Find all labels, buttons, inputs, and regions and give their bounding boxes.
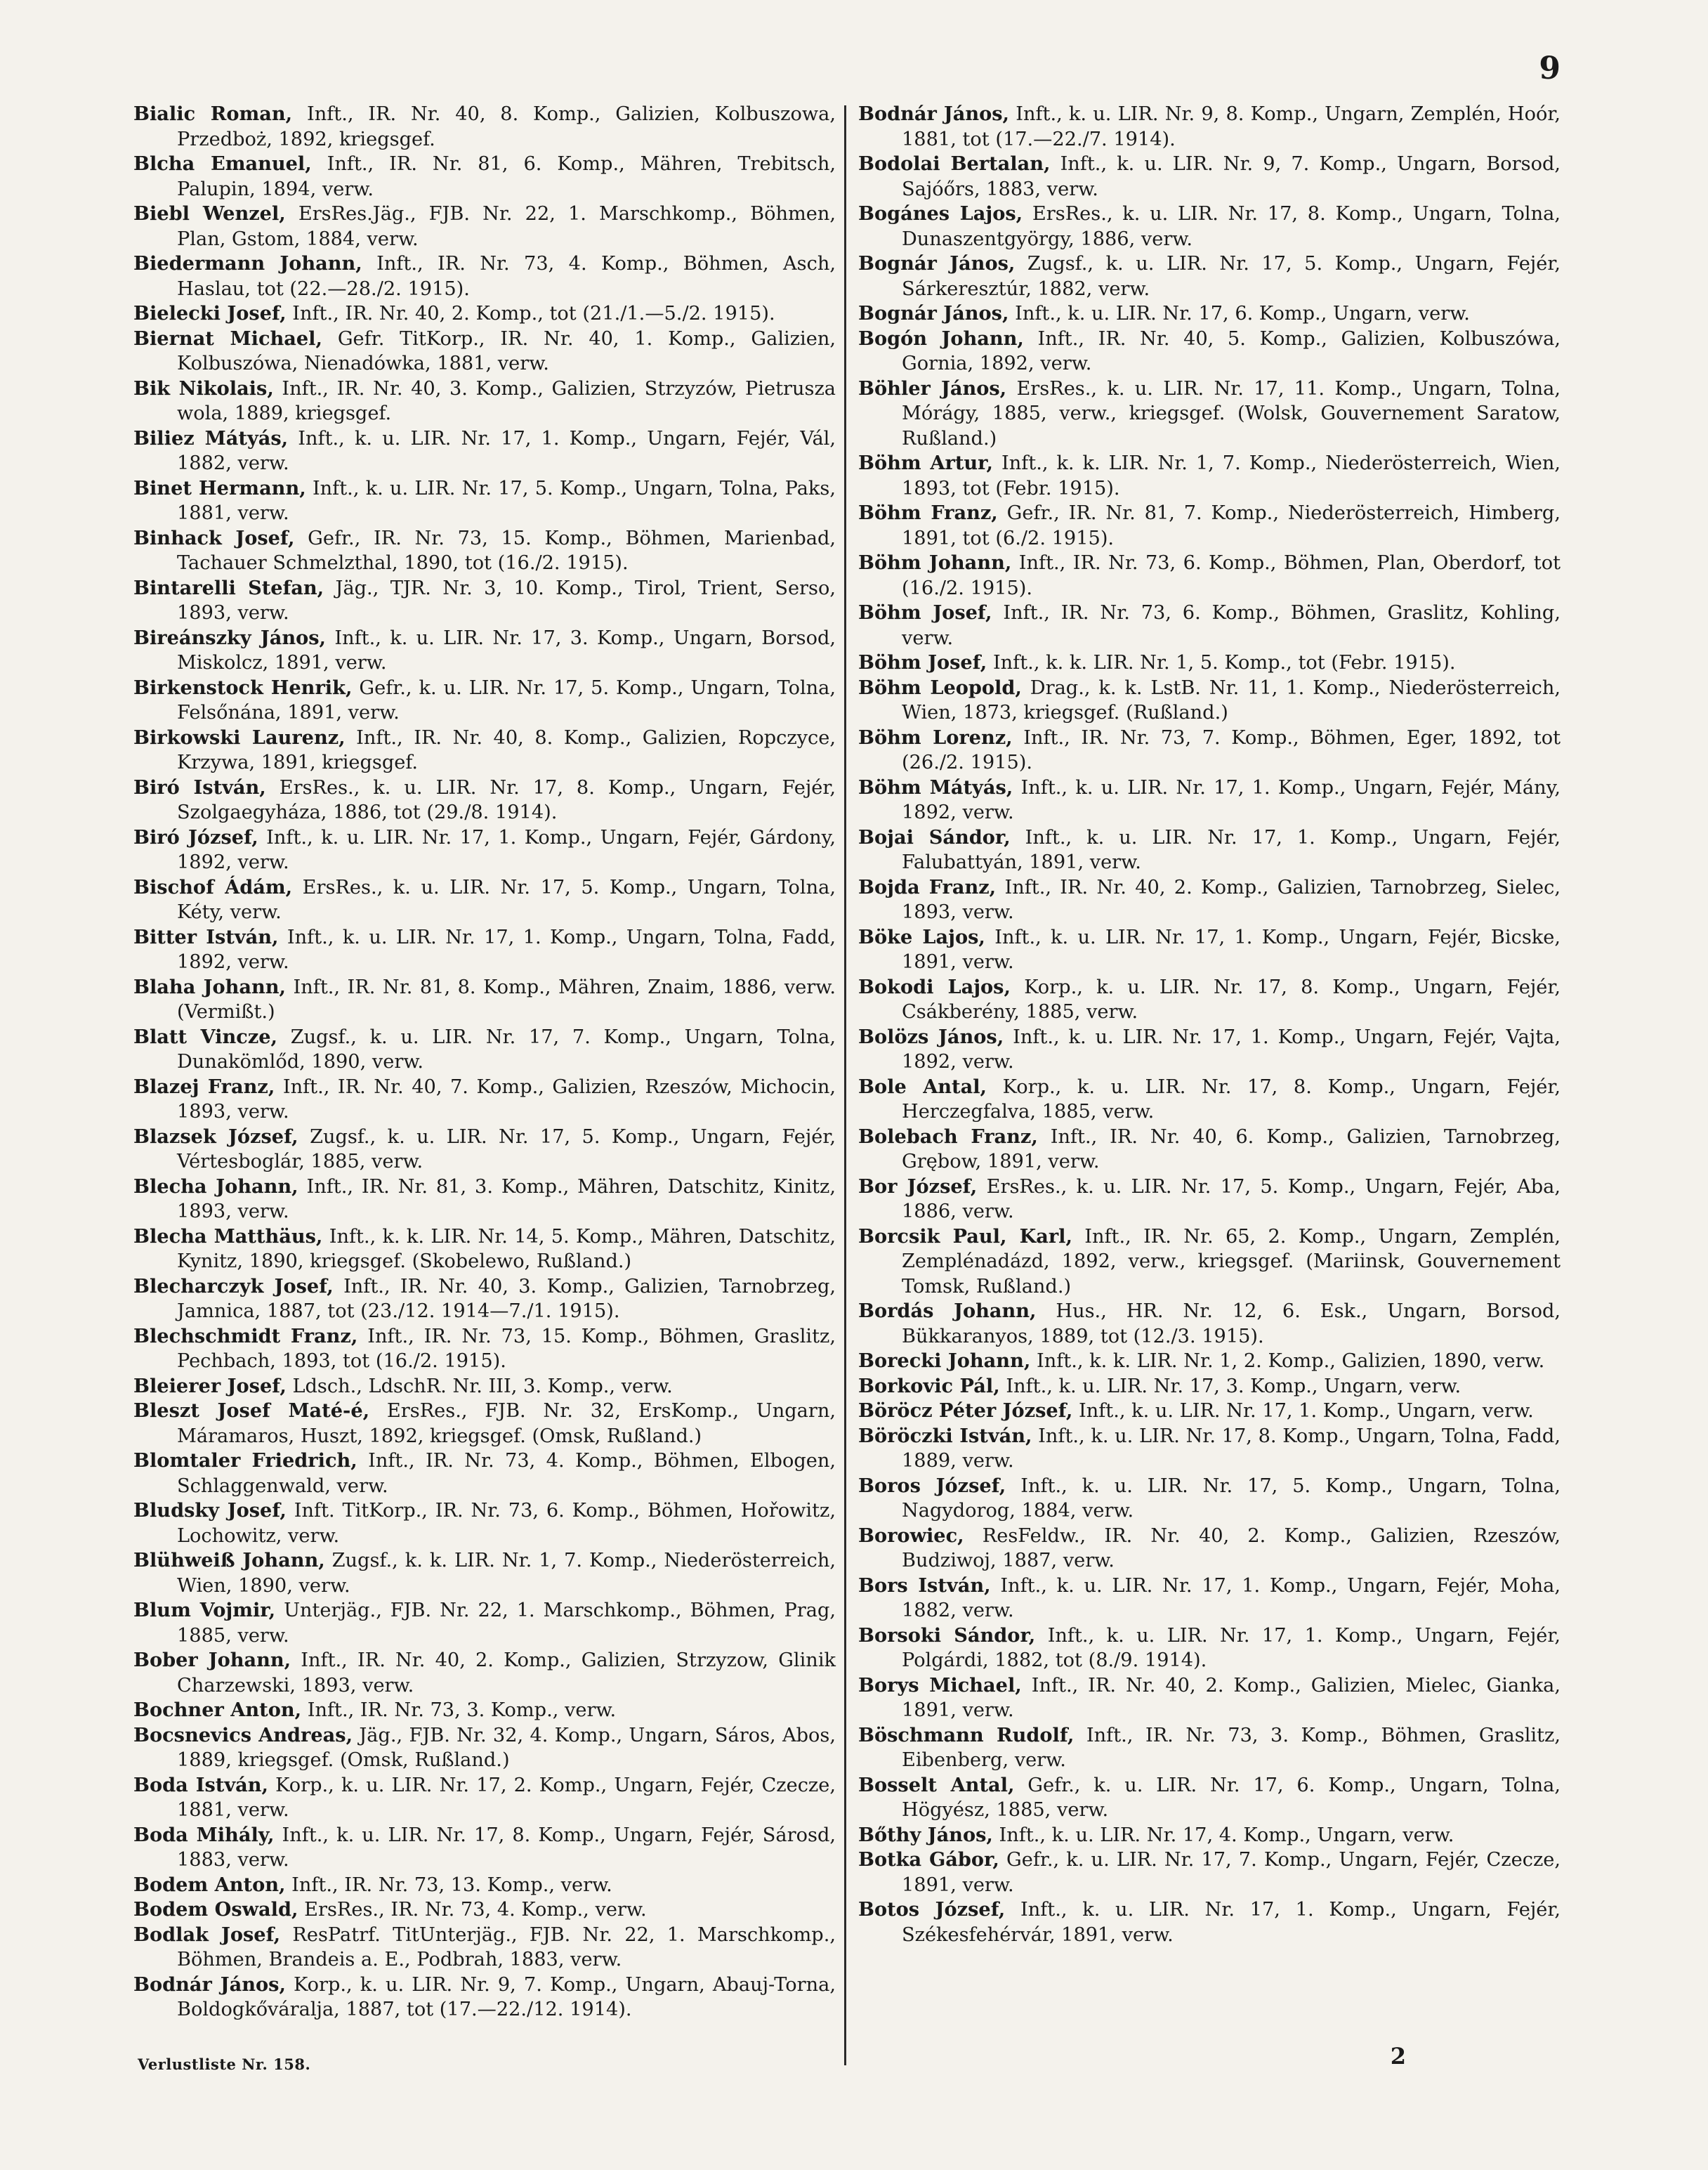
list-entry <box>858 1474 1561 1524</box>
entry-details: Inft., IR. Nr. 73, 6. Komp., Böhmen, Plan, Oberdorf, tot (16./2. 1915). <box>902 552 1561 599</box>
entry-details: Zugsf., k. u. LIR. Nr. 17, 5. Komp., Ungarn, Fejér, Vértesboglár, 1885, verw. <box>177 1125 836 1172</box>
entry-name: Bognár János, <box>858 302 1009 325</box>
left-column <box>133 102 836 2022</box>
entry-details: ResFeldw., IR. Nr. 40, 2. Komp., Galizien, Rzeszów, Budziwoj, 1887, verw. <box>902 1524 1561 1571</box>
entry-name: Borsoki Sándor, <box>858 1623 1036 1647</box>
entry-name: Bik Nikolais, <box>133 377 274 400</box>
entry-name: Böhm Josef, <box>858 601 992 624</box>
list-entry <box>858 327 1561 377</box>
list-entry <box>858 1374 1561 1399</box>
entry-name: Böhm Johann, <box>858 551 1012 574</box>
entry-name: Bosselt Antal, <box>858 1773 1015 1796</box>
list-entry <box>858 1773 1561 1823</box>
entry-details: Inft., IR. Nr. 40, 2. Komp., tot (21./1.—5./2. 1915). <box>292 303 775 325</box>
list-entry <box>133 726 836 776</box>
entry-name: Boda Mihály, <box>133 1823 275 1846</box>
entry-name: Blcha Emanuel, <box>133 152 312 175</box>
entry-name: Biró József, <box>133 825 258 849</box>
entry-name: Bordás Johann, <box>858 1300 1037 1322</box>
entry-details: Inft., k. u. LIR. Nr. 17, 4. Komp., Ungarn, verw. <box>999 1824 1454 1846</box>
list-entry <box>133 1773 836 1823</box>
entry-name: Bojai Sándor, <box>858 825 1011 849</box>
entry-details: Inft., IR. Nr. 73, 7. Komp., Böhmen, Eger, 1892, tot (26./2. 1915). <box>902 726 1561 773</box>
entry-name: Bodem Oswald, <box>133 1898 298 1921</box>
list-entry <box>133 377 836 426</box>
entry-name: Boros József, <box>858 1474 1006 1497</box>
page-number: 9 <box>1539 51 1561 86</box>
entry-details: ErsRes., k. u. LIR. Nr. 17, 8. Komp., Ungarn, Fejér, Szolgaegyháza, 1886, tot (29./8. 1914). <box>177 776 836 823</box>
list-entry <box>858 1125 1561 1175</box>
entry-name: Bischof Ádám, <box>133 875 293 898</box>
list-entry <box>858 301 1561 327</box>
list-entry <box>858 1399 1561 1424</box>
entry-details: Inft., k. k. LIR. Nr. 14, 5. Komp., Mähren, Datschitz, Kynitz, 1890, kriegsgef. (Skobelewo, Rußland.) <box>177 1225 836 1272</box>
list-entry <box>133 825 836 875</box>
list-entry <box>858 1175 1561 1224</box>
list-entry <box>858 676 1561 726</box>
entry-name: Bireánszky János, <box>133 626 327 649</box>
entry-name: Botka Gábor, <box>858 1848 999 1871</box>
list-entry <box>133 1274 836 1324</box>
entry-name: Böhm Mátyás, <box>858 776 1013 799</box>
entry-details: Inft., k. u. LIR. Nr. 17, 8. Komp., Ungarn, Tolna, Fadd, 1889, verw. <box>902 1425 1561 1472</box>
entry-name: Blatt Vincze, <box>133 1025 278 1048</box>
entry-details: Inft., k. u. LIR. Nr. 9, 7. Komp., Ungarn, Borsod, Sajóőrs, 1883, verw. <box>902 153 1561 200</box>
entry-details: Inft., IR. Nr. 81, 3. Komp., Mähren, Datschitz, Kinitz, 1893, verw. <box>177 1175 836 1222</box>
entry-details: Inft., IR. Nr. 40, 2. Komp., Galizien, Tarnobrzeg, Sielec, 1893, verw. <box>902 876 1561 923</box>
list-entry <box>858 726 1561 776</box>
entry-details: Gefr., k. u. LIR. Nr. 17, 5. Komp., Ungarn, Tolna, Felsőnána, 1891, verw. <box>177 677 836 724</box>
list-entry <box>858 1075 1561 1125</box>
entry-details: Inft., IR. Nr. 73, 3. Komp., Böhmen, Graslitz, Eibenberg, verw. <box>902 1724 1561 1771</box>
list-entry <box>133 1075 836 1125</box>
list-entry <box>858 551 1561 601</box>
entry-name: Böhm Leopold, <box>858 676 1022 699</box>
entry-details: Inft., IR. Nr. 40, 3. Komp., Galizien, Tarnobrzeg, Jamnica, 1887, tot (23./12. 1914—7./1. 1915). <box>177 1275 836 1322</box>
entry-name: Bőthy János, <box>858 1823 993 1846</box>
entry-details: Inft., IR. Nr. 81, 8. Komp., Mähren, Znaim, 1886, verw. (Vermißt.) <box>177 976 836 1023</box>
entry-details: ErsRes., k. u. LIR. Nr. 17, 11. Komp., Ungarn, Tolna, Mórágy, 1885, verw., kriegsgef. (Wolsk, Gouvernement Saratow, Rußland.) <box>902 377 1561 450</box>
entry-name: Bors István, <box>858 1574 991 1597</box>
entry-name: Blazej Franz, <box>133 1075 275 1098</box>
list-entry <box>133 102 836 152</box>
entry-details: Zugsf., k. k. LIR. Nr. 1, 7. Komp., Niederösterreich, Wien, 1890, verw. <box>177 1550 836 1597</box>
list-entry <box>133 1548 836 1598</box>
list-entry <box>858 1723 1561 1773</box>
entry-details: Hus., HR. Nr. 12, 6. Esk., Ungarn, Borsod, Bükkaranyos, 1889, tot (12./3. 1915). <box>902 1300 1561 1347</box>
entry-name: Bleierer Josef, <box>133 1374 287 1397</box>
list-entry <box>858 825 1561 875</box>
list-entry <box>858 776 1561 825</box>
entry-name: Bogón Johann, <box>858 327 1024 350</box>
entry-details: Inft., k. u. LIR. Nr. 17, 6. Komp., Ungarn, verw. <box>1015 303 1470 325</box>
list-entry <box>133 202 836 251</box>
entry-details: Jäg., TJR. Nr. 3, 10. Komp., Tirol, Trient, Serso, 1893, verw. <box>177 577 836 624</box>
entry-details: Inft., k. u. LIR. Nr. 17, 1. Komp., Ungarn, Fejér, Falubattyán, 1891, verw. <box>902 826 1561 873</box>
entry-details: Inft. TitKorp., IR. Nr. 73, 6. Komp., Böhmen, Hořowitz, Lochowitz, verw. <box>177 1500 836 1547</box>
entry-name: Bochner Anton, <box>133 1699 302 1721</box>
entry-name: Binhack Josef, <box>133 526 295 549</box>
entry-name: Böschmann Rudolf, <box>858 1723 1075 1746</box>
list-entry <box>858 501 1561 551</box>
entry-name: Blechschmidt Franz, <box>133 1324 358 1347</box>
entry-details: Inft., k. u. LIR. Nr. 17, 5. Komp., Ungarn, Tolna, Paks, 1881, verw. <box>177 477 836 524</box>
entry-name: Böröczki István, <box>858 1424 1032 1447</box>
entry-name: Bogánes Lajos, <box>858 202 1023 225</box>
entry-details: Inft., IR. Nr. 73, 15. Komp., Böhmen, Graslitz, Pechbach, 1893, tot (16./2. 1915). <box>177 1325 836 1372</box>
list-entry <box>133 626 836 676</box>
entry-details: Inft., k. u. LIR. Nr. 17, 8. Komp., Ungarn, Fejér, Sárosd, 1883, verw. <box>177 1824 836 1871</box>
entry-details: Inft., IR. Nr. 65, 2. Komp., Ungarn, Zemplén, Zemplénadázd, 1892, verw., kriegsgef. (Mariinsk, Gouvernement Tomsk, Rußland.) <box>902 1225 1561 1298</box>
entry-details: Korp., k. u. LIR. Nr. 17, 8. Komp., Ungarn, Fejér, Csákberény, 1885, verw. <box>902 976 1561 1023</box>
entry-name: Biró István, <box>133 776 266 799</box>
entry-name: Blühweiß Johann, <box>133 1549 325 1571</box>
entry-name: Blum Vojmir, <box>133 1599 276 1621</box>
entry-details: Korp., k. u. LIR. Nr. 17, 2. Komp., Ungarn, Fejér, Czecze, 1881, verw. <box>177 1774 836 1821</box>
entry-details: Inft., IR. Nr. 73, 13. Komp., verw. <box>291 1874 612 1896</box>
entry-details: Inft., k. u. LIR. Nr. 17, 1. Komp., Ungarn, Fejér, Székesfehérvár, 1891, verw. <box>902 1899 1561 1946</box>
list-entry <box>858 451 1561 501</box>
entry-details: ErsRes., k. u. LIR. Nr. 17, 5. Komp., Ungarn, Fejér, Aba, 1886, verw. <box>902 1175 1561 1222</box>
entry-name: Bokodi Lajos, <box>858 975 1011 998</box>
entry-name: Borkovic Pál, <box>858 1374 1000 1397</box>
entry-details: Inft., k. u. LIR. Nr. 17, 1. Komp., Ungarn, Fejér, Vajta, 1892, verw. <box>902 1026 1561 1073</box>
entry-details: Gefr., k. u. LIR. Nr. 17, 6. Komp., Ungarn, Tolna, Högyész, 1885, verw. <box>902 1774 1561 1821</box>
list-entry <box>133 776 836 825</box>
list-entry <box>858 102 1561 152</box>
entry-details: Inft., k. u. LIR. Nr. 17, 1. Komp., Ungarn, Fejér, Gárdony, 1892, verw. <box>177 826 836 873</box>
entry-name: Böhler János, <box>858 377 1007 400</box>
list-entry <box>858 251 1561 301</box>
entry-details: ErsRes., IR. Nr. 73, 4. Komp., verw. <box>304 1899 647 1921</box>
entry-name: Bintarelli Stefan, <box>133 576 324 599</box>
list-entry <box>133 676 836 726</box>
list-entry <box>858 1623 1561 1673</box>
entry-name: Bialic Roman, <box>133 103 293 125</box>
list-entry <box>858 1025 1561 1075</box>
list-entry <box>133 1175 836 1224</box>
sheet-number: 2 <box>1390 2043 1406 2070</box>
entry-details: Jäg., FJB. Nr. 32, 4. Komp., Ungarn, Sáros, Abos, 1889, kriegsgef. (Omsk, Rußland.) <box>177 1724 836 1771</box>
entry-details: Inft., k. k. LIR. Nr. 1, 7. Komp., Niederösterreich, Wien, 1893, tot (Febr. 1915). <box>902 452 1561 499</box>
entry-details: ErsRes., k. u. LIR. Nr. 17, 8. Komp., Ungarn, Tolna, Dunaszentgyörgy, 1886, verw. <box>902 203 1561 250</box>
entry-name: Bodem Anton, <box>133 1873 286 1896</box>
list-entry <box>133 251 836 301</box>
entry-name: Bodnár János, <box>133 1973 286 1996</box>
list-entry <box>133 1449 836 1498</box>
entry-details: Ldsch., LdschR. Nr. III, 3. Komp., verw. <box>292 1375 673 1397</box>
entry-name: Biebl Wenzel, <box>133 202 286 225</box>
entry-details: Inft., k. u. LIR. Nr. 17, 3. Komp., Ungarn, Borsod, Miskolcz, 1891, verw. <box>177 627 836 674</box>
list-entry <box>858 1823 1561 1848</box>
entry-name: Blecha Johann, <box>133 1175 298 1198</box>
entry-name: Bielecki Josef, <box>133 302 287 325</box>
entry-details: ErsRes., k. u. LIR. Nr. 17, 5. Komp., Ungarn, Tolna, Kéty, verw. <box>177 876 836 923</box>
entry-details: Inft., IR. Nr. 81, 6. Komp., Mähren, Trebitsch, Palupin, 1894, verw. <box>177 153 836 200</box>
list-entry <box>133 1648 836 1698</box>
entry-name: Borcsik Paul, Karl, <box>858 1224 1072 1248</box>
list-entry <box>858 1424 1561 1474</box>
list-entry <box>133 1324 836 1374</box>
entry-details: Inft., IR. Nr. 73, 4. Komp., Böhmen, Elbogen, Schlaggenwald, verw. <box>177 1450 836 1497</box>
entry-details: Inft., IR. Nr. 40, 8. Komp., Galizien, Ropczyce, Krzywa, 1891, kriegsgef. <box>177 726 836 773</box>
list-entry <box>858 975 1561 1025</box>
entry-details: Gefr., k. u. LIR. Nr. 17, 7. Komp., Ungarn, Fejér, Czecze, 1891, verw. <box>902 1849 1561 1896</box>
right-column <box>858 102 1561 1947</box>
list-entry <box>133 975 836 1025</box>
entry-details: Gefr. TitKorp., IR. Nr. 40, 1. Komp., Galizien, Kolbuszówa, Nienadówka, 1881, verw. <box>177 327 836 374</box>
entry-name: Binet Hermann, <box>133 476 306 499</box>
list-entry <box>133 301 836 327</box>
entry-name: Bole Antal, <box>858 1075 987 1098</box>
entry-details: Inft., IR. Nr. 73, 6. Komp., Böhmen, Graslitz, Kohling, verw. <box>902 602 1561 649</box>
entry-details: Inft., k. u. LIR. Nr. 9, 8. Komp., Ungarn, Zemplén, Hoór, 1881, tot (17.—22./7. 1914). <box>902 103 1561 150</box>
list-entry <box>133 1498 836 1548</box>
entry-name: Bodolai Bertalan, <box>858 152 1051 175</box>
entry-name: Bodnár János, <box>858 103 1010 125</box>
entry-name: Bober Johann, <box>133 1649 291 1671</box>
footer-signature: Verlustliste Nr. 158. <box>138 2055 311 2073</box>
list-entry <box>858 1349 1561 1374</box>
entry-name: Bludsky Josef, <box>133 1499 287 1522</box>
entry-name: Böhm Franz, <box>858 502 998 524</box>
list-entry <box>133 1025 836 1075</box>
entry-name: Blecha Matthäus, <box>133 1224 323 1248</box>
entry-details: Inft., IR. Nr. 40, 2. Komp., Galizien, Mielec, Gianka, 1891, verw. <box>902 1674 1561 1721</box>
entry-name: Biedermann Johann, <box>133 252 362 275</box>
entry-name: Blazsek József, <box>133 1125 298 1148</box>
entry-details: ErsRes.Jäg., FJB. Nr. 22, 1. Marschkomp., Böhmen, Plan, Gstom, 1884, verw. <box>177 203 836 250</box>
list-entry <box>133 1374 836 1399</box>
entry-details: Gefr., IR. Nr. 81, 7. Komp., Niederösterreich, Himberg, 1891, tot (6./2. 1915). <box>902 502 1561 549</box>
entry-name: Böke Lajos, <box>858 925 985 948</box>
entry-name: Boda István, <box>133 1773 268 1796</box>
entry-details: Inft., k. u. LIR. Nr. 17, 1. Komp., Ungarn, Fejér, Mány, 1892, verw. <box>902 776 1561 823</box>
list-entry <box>858 1848 1561 1897</box>
entry-name: Botos József, <box>858 1898 1006 1921</box>
list-entry <box>133 576 836 626</box>
entry-details: Unterjäg., FJB. Nr. 22, 1. Marschkomp., Böhmen, Prag, 1885, verw. <box>177 1600 836 1647</box>
list-entry <box>133 1897 836 1923</box>
entry-name: Bolözs János, <box>858 1025 1004 1048</box>
list-entry <box>133 1823 836 1873</box>
entry-name: Bojda Franz, <box>858 875 997 898</box>
entry-name: Blecharczyk Josef, <box>133 1274 334 1298</box>
entry-details: Inft., k. u. LIR. Nr. 17, 3. Komp., Ungarn, verw. <box>1006 1375 1461 1397</box>
list-entry <box>858 152 1561 202</box>
entry-name: Bitter István, <box>133 925 279 948</box>
entry-name: Borys Michael, <box>858 1673 1022 1697</box>
list-entry <box>858 1574 1561 1623</box>
list-entry <box>133 327 836 377</box>
list-entry <box>133 526 836 576</box>
list-entry <box>133 1973 836 2022</box>
entry-details: Inft., k. u. LIR. Nr. 17, 1. Komp., Ungarn, Fejér, Vál, 1882, verw. <box>177 427 836 474</box>
entry-details: Inft., k. u. LIR. Nr. 17, 1. Komp., Ungarn, Tolna, Fadd, 1892, verw. <box>177 926 836 973</box>
entry-details: Inft., IR. Nr. 40, 3. Komp., Galizien, Strzyzów, Pietrusza wola, 1889, kriegsgef. <box>177 377 836 424</box>
list-entry <box>133 1873 836 1898</box>
list-entry <box>858 601 1561 651</box>
entry-details: Inft., k. u. LIR. Nr. 17, 1. Komp., Ungarn, Fejér, Bicske, 1891, verw. <box>902 926 1561 973</box>
list-entry <box>133 1698 836 1723</box>
list-entry <box>133 925 836 975</box>
list-entry <box>133 152 836 202</box>
list-entry <box>858 1673 1561 1723</box>
entry-details: Inft., k. u. LIR. Nr. 17, 1. Komp., Ungarn, Fejér, Moha, 1882, verw. <box>902 1574 1561 1621</box>
entry-details: Inft., IR. Nr. 40, 5. Komp., Galizien, Kolbuszówa, Gornia, 1892, verw. <box>902 327 1561 374</box>
entry-details: Inft., k. u. LIR. Nr. 17, 1. Komp., Ungarn, Fejér, Polgárdi, 1882, tot (8./9. 1914). <box>902 1624 1561 1671</box>
entry-name: Birkenstock Henrik, <box>133 676 353 699</box>
list-entry <box>858 202 1561 251</box>
list-entry <box>133 1598 836 1648</box>
entry-details: ResPatrf. TitUnterjäg., FJB. Nr. 22, 1. Marschkomp., Böhmen, Brandeis a. E., Podbrah, 1883, verw. <box>177 1923 836 1970</box>
entry-name: Birkowski Laurenz, <box>133 726 346 749</box>
list-entry <box>858 875 1561 925</box>
entry-name: Biernat Michael, <box>133 327 322 350</box>
list-entry <box>858 1299 1561 1349</box>
entry-name: Böhm Artur, <box>858 452 993 474</box>
entry-name: Böröcz Péter József, <box>858 1399 1073 1422</box>
entry-details: Drag., k. k. LstB. Nr. 11, 1. Komp., Niederösterreich, Wien, 1873, kriegsgef. (Rußland.) <box>902 677 1561 724</box>
entry-details: Gefr., IR. Nr. 73, 15. Komp., Böhmen, Marienbad, Tachauer Schmelzthal, 1890, tot (16./2. 1915). <box>177 527 836 574</box>
entry-name: Böhm Lorenz, <box>858 726 1013 749</box>
list-entry <box>133 1923 836 1973</box>
list-entry <box>133 1224 836 1274</box>
column-divider <box>844 105 846 2065</box>
entry-name: Bocsnevics Andreas, <box>133 1723 353 1746</box>
entry-name: Bodlak Josef, <box>133 1923 281 1946</box>
list-entry <box>133 426 836 476</box>
list-entry <box>133 875 836 925</box>
entry-details: Inft., IR. Nr. 40, 8. Komp., Galizien, Kolbuszowa, Przedboż, 1892, kriegsgef. <box>177 103 836 150</box>
list-entry <box>858 377 1561 452</box>
list-entry <box>133 1399 836 1449</box>
entry-name: Bor József, <box>858 1175 978 1198</box>
entry-details: Inft., IR. Nr. 40, 7. Komp., Galizien, Rzeszów, Michocin, 1893, verw. <box>177 1076 836 1123</box>
entry-details: Inft., IR. Nr. 73, 4. Komp., Böhmen, Asch, Haslau, tot (22.—28./2. 1915). <box>177 253 836 300</box>
list-entry <box>858 651 1561 676</box>
list-entry <box>858 1224 1561 1300</box>
list-entry <box>858 925 1561 975</box>
entry-name: Blomtaler Friedrich, <box>133 1449 357 1472</box>
entry-details: Inft., IR. Nr. 40, 2. Komp., Galizien, Strzyzow, Glinik Charzewski, 1893, verw. <box>177 1649 836 1697</box>
entry-name: Böhm Josef, <box>858 651 987 674</box>
list-entry <box>133 1125 836 1175</box>
entry-details: Korp., k. u. LIR. Nr. 9, 7. Komp., Ungarn, Abauj-Torna, Boldogkőváralja, 1887, tot (17.—22./12. 1914). <box>177 1973 836 2020</box>
list-entry <box>858 1524 1561 1574</box>
entry-details: Inft., k. k. LIR. Nr. 1, 5. Komp., tot (Febr. 1915). <box>992 652 1456 674</box>
entry-details: Korp., k. u. LIR. Nr. 17, 8. Komp., Ungarn, Fejér, Herczegfalva, 1885, verw. <box>902 1076 1561 1123</box>
entry-details: Inft., k. u. LIR. Nr. 17, 1. Komp., Ungarn, verw. <box>1078 1400 1534 1422</box>
list-entry <box>858 1897 1561 1947</box>
list-entry <box>133 1723 836 1773</box>
entry-name: Blaha Johann, <box>133 975 287 998</box>
entry-name: Borowiec, <box>858 1524 964 1547</box>
list-entry <box>133 476 836 526</box>
entry-name: Bleszt Josef Maté-é, <box>133 1399 370 1422</box>
entry-details: Zugsf., k. u. LIR. Nr. 17, 7. Komp., Ungarn, Tolna, Dunakömlőd, 1890, verw. <box>177 1026 836 1073</box>
entry-name: Borecki Johann, <box>858 1349 1031 1372</box>
entry-details: Inft., k. u. LIR. Nr. 17, 5. Komp., Ungarn, Tolna, Nagydorog, 1884, verw. <box>902 1475 1561 1522</box>
entry-details: ErsRes., FJB. Nr. 32, ErsKomp., Ungarn, Máramaros, Huszt, 1892, kriegsgef. (Omsk, Rußland.) <box>177 1400 836 1447</box>
entry-details: Inft., k. k. LIR. Nr. 1, 2. Komp., Galizien, 1890, verw. <box>1036 1350 1545 1372</box>
entry-name: Bognár János, <box>858 252 1016 275</box>
entry-name: Bolebach Franz, <box>858 1125 1038 1148</box>
entry-details: Zugsf., k. u. LIR. Nr. 17, 5. Komp., Ungarn, Fejér, Sárkeresztúr, 1882, verw. <box>902 253 1561 300</box>
entry-details: Inft., IR. Nr. 40, 6. Komp., Galizien, Tarnobrzeg, Grębow, 1891, verw. <box>902 1125 1561 1172</box>
entry-details: Inft., IR. Nr. 73, 3. Komp., verw. <box>307 1699 617 1721</box>
entry-name: Biliez Mátyás, <box>133 426 289 450</box>
